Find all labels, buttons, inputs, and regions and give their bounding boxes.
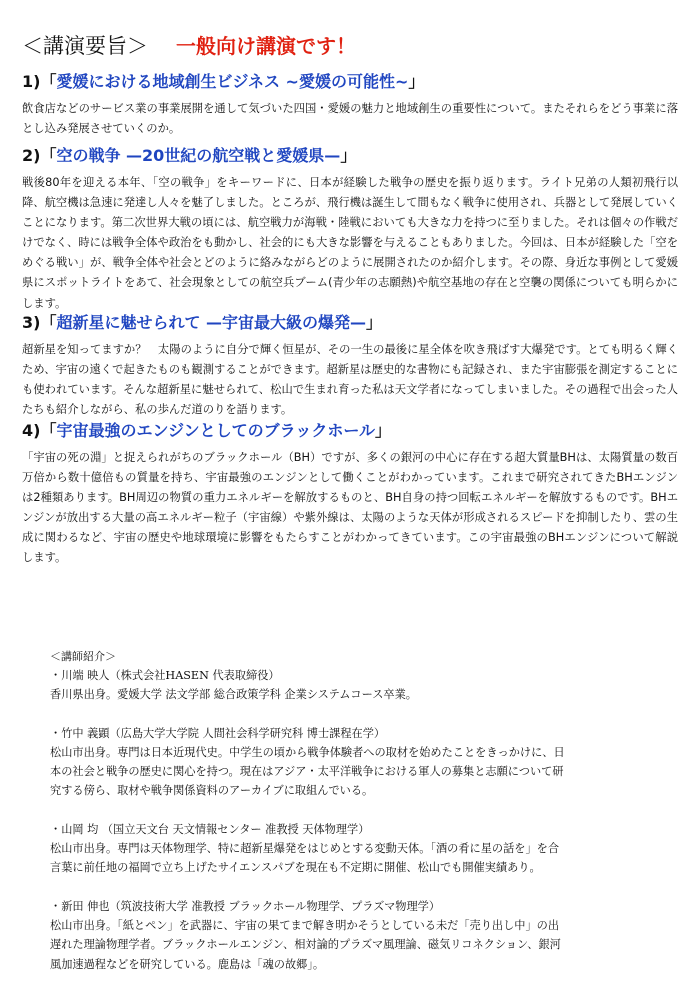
close-bracket: 」 xyxy=(366,313,383,332)
instructor-nitta xyxy=(50,897,650,974)
lecture-title xyxy=(22,312,678,334)
instructor-bio-line: 香川県出身。愛媛大学 法文学部 総合政策学科 企業システムコース卒業。 xyxy=(50,688,417,702)
instructor-heading: ＜講師紹介＞ xyxy=(50,650,116,663)
lecture-title xyxy=(22,145,678,167)
instructor-bio-line: 究する傍ら、取材や戦争関係資料のアーカイブに取組んでいる。 xyxy=(50,784,374,798)
lecture-description: 超新星を知ってますか？ 太陽のように自分で輝く恒星が、その一生の最後に星全体を吹き飛ばす大爆発です。とても明るく輝くため、宇宙の遠くで起きたものも観測することができます。超新星は歴史的な書物にも記録され、また宇宙膨張を測定することにも使われています。そんな超新星に魅せられて、松山で生まれ育った私は天文学者になってしまいました。その過程で出会った人たちも紹介しながら、私の歩んだ道のりを語ります。 xyxy=(22,343,678,417)
instructor-name: ・山岡 均 （国立天文台 天文情報センター 准教授 天体物理学） xyxy=(50,822,370,836)
instructor-takenaka xyxy=(50,724,650,801)
open-bracket: 「 xyxy=(40,313,57,332)
instructor-bio-line: 本の社会と戦争の歴史に関心を持つ。現在はアジア・太平洋戦争における軍人の募集と志願について研 xyxy=(50,765,564,779)
lecture-title xyxy=(22,71,678,93)
lecture-topic: 愛媛における地域創生ビジネス ~愛媛の可能性~ xyxy=(56,72,409,91)
lecture-title xyxy=(22,420,678,442)
instructor-profiles xyxy=(50,647,650,974)
lecture-section-3 xyxy=(22,312,678,420)
instructor-yamaoka xyxy=(50,820,650,878)
close-bracket: 」 xyxy=(408,72,425,91)
lecture-description: 「宇宙の死の淵」と捉えられがちのブラックホール（BH）ですが、多くの銀河の中心に存在する超大質量BHは、太陽質量の数百万倍から数十億倍もの質量を持ち、宇宙最強のエンジンとして働くことがわかっています。これまで研究されてきたBHエンジンは2種類あります。BH周辺の物質の重力エネルギーを解放するものと、BH自身の持つ回転エネルギーを解放するものです。BHエンジンが放出する大量の高エネルギー粒子（宇宙線）や紫外線は、太陽のような天体が形成されるスピードを抑制したり、雲の生成に関わるなど、宇宙の歴史や地球環境に影響をもたらすことがわかってきています。この宇宙最強のBHエンジンについて解説します。 xyxy=(22,451,678,565)
lecture-number: 1) xyxy=(22,72,41,91)
open-bracket: 「 xyxy=(40,421,57,440)
close-bracket: 」 xyxy=(375,421,392,440)
instructor-bio-line: 風加速過程などを研究している。鹿島は「魂の故郷」。 xyxy=(50,957,325,971)
instructor-name: ・川端 映人（株式会社HASEN 代表取締役） xyxy=(50,669,280,682)
page-header xyxy=(22,30,356,60)
instructor-bio-line: 松山市出身。専門は天体物理学、特に超新星爆発をはじめとする変動天体。「酒の肴に星の話を」を合 xyxy=(50,842,560,856)
lecture-topic: 超新星に魅せられて —宇宙最大級の爆発— xyxy=(56,313,367,332)
open-bracket: 「 xyxy=(40,72,57,91)
instructor-bio-line: 松山市出身。専門は日本近現代史。中学生の頃から戦争体験者への取材を始めたことをきっかけに、日 xyxy=(50,745,565,759)
open-bracket: 「 xyxy=(40,146,57,165)
instructor-kawabata xyxy=(50,666,650,705)
instructor-name: ・竹中 義顕（広島大学大学院 人間社会科学研究科 博士課程在学） xyxy=(50,726,386,740)
lecture-topic: 空の戦争 —20世紀の航空戦と愛媛県— xyxy=(56,146,341,165)
lecture-topic: 宇宙最強のエンジンとしてのブラックホール xyxy=(56,421,376,440)
close-bracket: 」 xyxy=(340,146,357,165)
audience-notice: 一般向け講演です！ xyxy=(176,34,356,58)
instructor-bio-line: 言葉に前任地の福岡で立ち上げたサイエンスパブを現在も不定期に開催、松山でも開催実績あり。 xyxy=(50,861,541,875)
lecture-section-1 xyxy=(22,71,678,139)
instructor-name: ・新田 伸也（筑波技術大学 准教授 ブラックホール物理学、プラズマ物理学） xyxy=(50,899,441,913)
summary-heading: ＜講演要旨＞ xyxy=(22,34,148,58)
lecture-section-2 xyxy=(22,145,678,314)
lecture-section-4 xyxy=(22,420,678,569)
lecture-description: 飲食店などのサービス業の事業展開を通して気づいた四国・愛媛の魅力と地域創生の重要性について。またそれらをどう事業に落とし込み発展させていくのか。 xyxy=(22,102,678,136)
instructor-bio-line: 松山市出身。「紙とペン」を武器に、宇宙の果てまで解き明かそうとしている未だ「売り出し中」の出 xyxy=(50,918,560,932)
lecture-number: 3) xyxy=(22,313,41,332)
instructor-bio-line: 遅れた理論物理学者。ブラックホールエンジン、相対論的プラズマ風理論、磁気リコネクション、銀河 xyxy=(50,938,561,952)
lecture-description: 戦後80年を迎える本年、「空の戦争」をキーワードに、日本が経験した戦争の歴史を振り返ります。ライト兄弟の人類初飛行以降、航空機は急速に発達し人々を魅了しました。ところが、飛行機は誕生して間もなく戦争に使用され、兵器として発展していくことになります。第二次世界大戦の頃には、航空戦力が海戦・陸戦においても大きな力を持つに至りました。それは個々の作戦だけでなく、時には戦争全体や政治をも動かし、社会的にも大きな影響を与えることもありました。今回は、日本が経験した「空をめぐる戦い」が、戦争全体や社会とどのように絡みながらどのように展開されたのか紹介します。その際、身近な事例として愛媛県にスポットライトをあて、社会現象としての航空兵ブーム(青少年の志願熱)や航空基地の存在と空襲の関係についても明らかにします。 xyxy=(22,176,678,310)
lecture-number: 4) xyxy=(22,421,41,440)
lecture-number: 2) xyxy=(22,146,41,165)
